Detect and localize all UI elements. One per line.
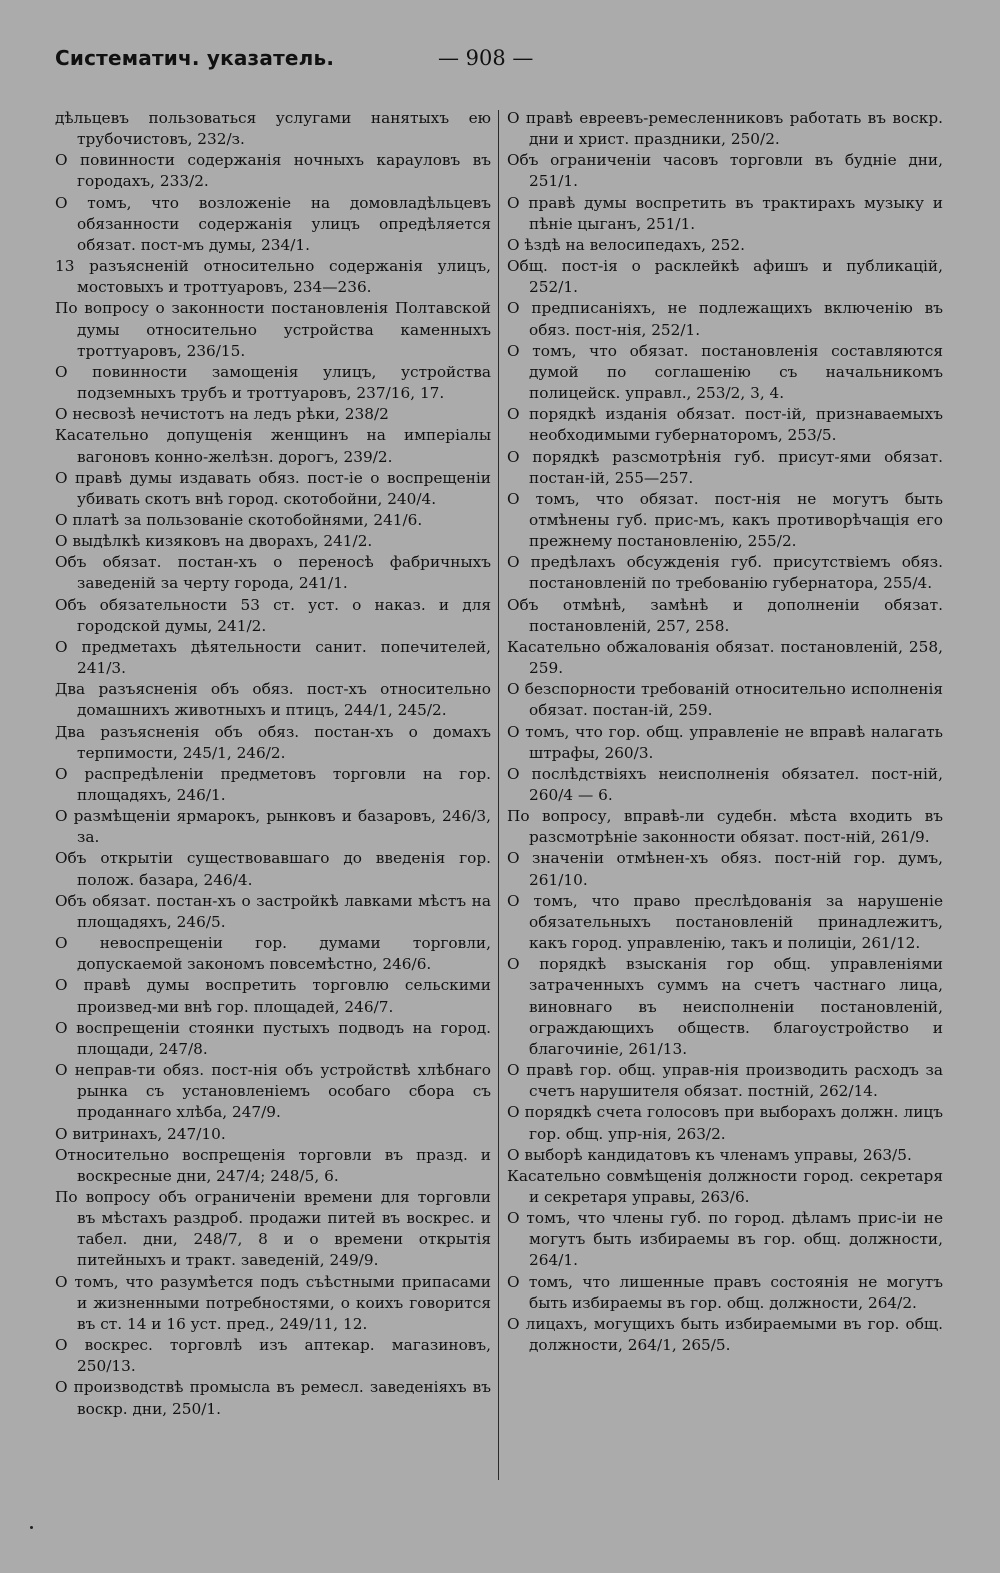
index-entry: О порядкѣ счета голосовъ при выборахъ должн. лицъ гор. общ. упр-нія, 263/2.: [507, 1103, 943, 1143]
index-entry: По вопросу, вправѣ-ли судебн. мѣста входить въ разсмотрѣніе законности обязат. пост-ній, 261/9.: [507, 807, 943, 847]
page-header: [55, 46, 955, 78]
index-entry: Объ ограниченіи часовъ торговли въ будніе дни, 251/1.: [507, 151, 943, 191]
index-entry: О предметахъ дѣятельности санит. попечителей, 241/3.: [55, 637, 491, 678]
left-column: [55, 108, 491, 1420]
index-entry: О воспрещеніи стоянки пустыхъ подводъ на город. площади, 247/8.: [55, 1018, 491, 1058]
index-entry: Два разъясненія объ обяз. постан-хъ о домахъ терпимости, 245/1, 246/2.: [55, 722, 491, 762]
index-entry: О производствѣ промысла въ ремесл. заведеніяхъ въ воскр. дни, 250/1.: [55, 1378, 491, 1418]
index-entry: 13 разъясненій относительно содержанія улицъ, мостовыхъ и троттуаровъ, 234—236.: [55, 257, 491, 297]
index-entry: О размѣщеніи ярмарокъ, рынковъ и базаровъ, 246/3, за.: [55, 807, 491, 847]
index-entry: О правѣ думы воспретить въ трактирахъ музыку и пѣніе цыганъ, 251/1.: [507, 193, 943, 233]
index-entry: О несвозѣ нечистотъ на ледъ рѣки, 238/2: [55, 405, 389, 424]
index-entry: дѣльцевъ пользоваться услугами нанятыхъ ею трубочистовъ, 232/з.: [55, 109, 491, 149]
index-entry: О послѣдствіяхъ неисполненія обязател. пост-ній, 260/4 — 6.: [507, 764, 943, 804]
index-entry: О порядкѣ изданія обязат. пост-ій, признаваемыхъ необходимыми губернаторомъ, 253/5.: [507, 405, 943, 445]
index-entry: Объ обязат. постан-хъ о переносѣ фабричныхъ заведеній за черту города, 241/1.: [55, 553, 491, 593]
index-entry: О значеніи отмѣнен-хъ обяз. пост-ній гор. думъ, 261/10.: [507, 849, 943, 889]
index-entry: О томъ, что члены губ. по город. дѣламъ прис-іи не могутъ быть избираемы въ гор. общ. должности, 264/1.: [507, 1209, 943, 1270]
index-entry: О предписаніяхъ, не подлежащихъ включенію въ обяз. пост-нія, 252/1.: [507, 299, 943, 339]
index-entry: Два разъясненія объ обяз. пост-хъ относительно домашнихъ животныхъ и птицъ, 244/1, 245/2.: [55, 680, 491, 720]
index-entry: О томъ, что обязат. постановленія составляются думой по соглашенію съ начальникомъ полицейск. управл., 253/2, 3, 4.: [507, 341, 943, 403]
index-entry: О правѣ евреевъ-ремесленниковъ работать въ воскр. дни и христ. праздники, 250/2.: [507, 109, 943, 149]
index-entry: О безспорности требованій относительно исполненія обязат. постан-ій, 259.: [507, 680, 943, 720]
index-entry: О повинности содержанія ночныхъ карауловъ въ городахъ, 233/2.: [55, 151, 491, 191]
index-entry: О повинности замощенія улицъ, устройства подземныхъ трубъ и троттуаровъ, 237/16, 17.: [55, 362, 491, 403]
index-entry: О платѣ за пользованіе скотобойнями, 241/6.: [55, 510, 423, 529]
page-number: — 908 —: [438, 46, 534, 70]
index-entry: Относительно воспрещенія торговли въ празд. и воскресные дни, 247/4; 248/5, 6.: [55, 1145, 491, 1185]
index-entry: О томъ, что обязат. пост-нія не могутъ быть отмѣнены губ. прис-мъ, какъ противорѣчащія его прежнему постановленію, 255/2.: [507, 489, 943, 551]
index-entry: О томъ, что возложеніе на домовладѣльцевъ обязанности содержанія улицъ опредѣляется обязат. пост-мъ думы, 234/1.: [55, 193, 491, 254]
index-entry: О предѣлахъ обсужденія губ. присутствіемъ обяз. постановленій по требованію губернатора, 255/4.: [507, 553, 943, 593]
index-entry: О правѣ думы воспретить торговлю сельскими произвед-ми внѣ гор. площадей, 246/7.: [55, 976, 491, 1016]
paper-speck: [30, 1526, 33, 1529]
index-entry: Объ обязательности 53 ст. уст. о наказ. и для городской думы, 241/2.: [55, 595, 491, 635]
index-entry: О невоспрещеніи гор. думами торговли, допускаемой закономъ повсемѣстно, 246/6.: [55, 934, 491, 974]
index-entry: О неправ-ти обяз. пост-нія объ устройствѣ хлѣбнаго рынка съ установленіемъ особаго сбора съ проданнаго хлѣба, 247/9.: [55, 1061, 491, 1122]
index-entry: Общ. пост-ія о расклейкѣ афишъ и публикацій, 252/1.: [507, 257, 943, 297]
index-entry: О правѣ думы издавать обяз. пост-іе о воспрещеніи убивать скотъ внѣ город. скотобойни, 240/4.: [55, 468, 491, 508]
index-entry: О томъ, что право преслѣдованія за нарушеніе обязательныхъ постановленій принадлежитъ, какъ город. управленію, такъ и полиціи, 261/12.: [507, 891, 943, 953]
index-entry: О лицахъ, могущихъ быть избираемыми въ гор. общ. должности, 264/1, 265/5.: [507, 1314, 943, 1355]
index-entry: О выборѣ кандидатовъ къ членамъ управы, 263/5.: [507, 1145, 912, 1164]
index-entry: О томъ, что лишенные правъ состоянія не могутъ быть избираемы въ гор. общ. должности, 264/2.: [507, 1272, 943, 1312]
index-entry: Касательно совмѣщенія должности город. секретаря и секретаря управы, 263/6.: [507, 1166, 943, 1206]
index-entry: О порядкѣ разсмотрѣнія губ. присут-ями обязат. постан-ій, 255—257.: [507, 447, 943, 487]
index-entry: О распредѣленіи предметовъ торговли на гор. площадяхъ, 246/1.: [55, 764, 491, 804]
running-title: Систематич. указатель.: [55, 46, 335, 70]
index-entry: О правѣ гор. общ. управ-нія производить расходъ за счетъ нарушителя обязат. постній, 262/14.: [507, 1061, 943, 1101]
index-entry: По вопросу о законности постановленія Полтавской думы относительно устройства каменныхъ троттуаровъ, 236/15.: [55, 299, 491, 360]
index-entry: О ѣздѣ на велосипедахъ, 252.: [507, 235, 745, 254]
index-entry: Объ отмѣнѣ, замѣнѣ и дополненіи обязат. постановленій, 257, 258.: [507, 595, 943, 635]
right-column: [507, 108, 943, 1356]
index-entry: О томъ, что гор. общ. управленіе не вправѣ налагать штрафы, 260/3.: [507, 722, 943, 762]
column-divider: [498, 110, 499, 1480]
index-entry: По вопросу объ ограниченіи времени для торговли въ мѣстахъ раздроб. продажи питей въ воскрес. и табел. дни, 248/7, 8 и о времени открытія питейныхъ и тракт. заведеній, 249/9.: [55, 1187, 491, 1270]
index-entry: О витринахъ, 247/10.: [55, 1124, 226, 1143]
index-entry: О выдѣлкѣ кизяковъ на дворахъ, 241/2.: [55, 532, 373, 551]
index-entry: О воскрес. торговлѣ изъ аптекар. магазиновъ, 250/13.: [55, 1336, 491, 1376]
index-entry: О порядкѣ взысканія гор общ. управленіями затраченныхъ суммъ на счетъ частнаго лица, виновнаго въ неисполненіи постановленій, ограждающихъ обществ. благоустройство и благочиніе, 261/13.: [507, 955, 943, 1058]
index-entry: О томъ, что разумѣется подъ съѣстными припасами и жизненными потребностями, о коихъ говорится въ ст. 14 и 16 уст. пред., 249/11, 12.: [55, 1272, 491, 1333]
index-entry: Объ обязат. постан-хъ о застройкѣ лавками мѣстъ на площадяхъ, 246/5.: [55, 891, 491, 931]
index-entry: Объ открытіи существовавшаго до введенія гор. полож. базара, 246/4.: [55, 849, 491, 889]
index-entry: Касательно обжалованія обязат. постановленій, 258, 259.: [507, 637, 943, 678]
index-entry: Касательно допущенія женщинъ на имперіалы вагоновъ конно-желѣзн. дорогъ, 239/2.: [55, 426, 491, 466]
